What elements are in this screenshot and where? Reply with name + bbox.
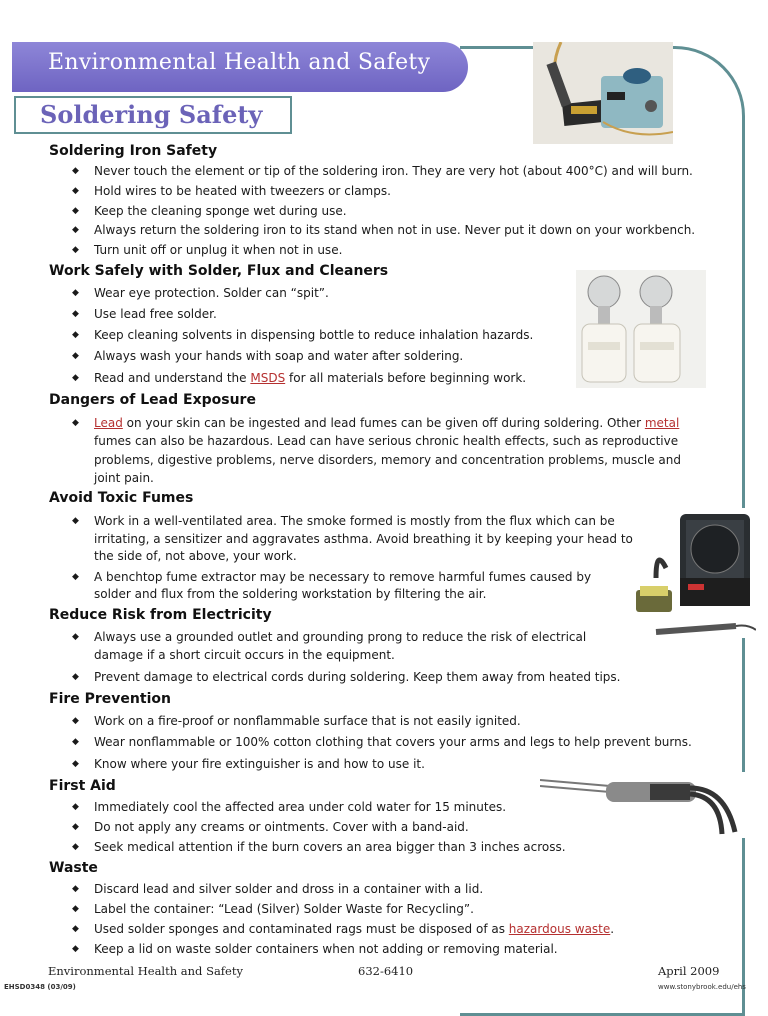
- diamond-bullet-icon: ◆: [72, 802, 79, 812]
- diamond-bullet-icon: ◆: [72, 351, 79, 361]
- heading-lead-exposure: Dangers of Lead Exposure: [49, 392, 256, 408]
- heading-soldering-iron-safety: Soldering Iron Safety: [49, 143, 218, 159]
- fume-extractor-image: [636, 508, 756, 638]
- diamond-bullet-icon: ◆: [72, 632, 79, 642]
- diamond-bullet-icon: ◆: [72, 822, 79, 832]
- msds-link[interactable]: MSDS: [250, 371, 286, 385]
- metal-link[interactable]: metal: [644, 416, 680, 430]
- diamond-bullet-icon: ◆: [72, 924, 79, 934]
- diamond-bullet-icon: ◆: [72, 288, 79, 298]
- heading-electricity: Reduce Risk from Electricity: [49, 607, 272, 623]
- soldering-station-image: [533, 42, 673, 144]
- heading-waste: Waste: [49, 860, 98, 876]
- diamond-bullet-icon: ◆: [72, 944, 79, 954]
- diamond-bullet-icon: ◆: [72, 716, 79, 726]
- diamond-bullet-icon: ◆: [72, 737, 79, 747]
- diamond-bullet-icon: ◆: [72, 759, 79, 769]
- diamond-bullet-icon: ◆: [72, 309, 79, 319]
- hazardous-waste-link[interactable]: hazardous waste: [508, 922, 611, 936]
- diamond-bullet-icon: ◆: [72, 672, 79, 682]
- hot-tweezers-image: [540, 772, 755, 838]
- banner-title: Environmental Health and Safety: [48, 50, 431, 75]
- diamond-bullet-icon: ◆: [72, 373, 79, 383]
- diamond-bullet-icon: ◆: [72, 245, 79, 255]
- diamond-bullet-icon: ◆: [72, 330, 79, 340]
- lead-link[interactable]: Lead: [94, 416, 123, 430]
- footer-date: April 2009: [658, 964, 720, 978]
- diamond-bullet-icon: ◆: [72, 186, 79, 196]
- diamond-bullet-icon: ◆: [72, 206, 79, 216]
- dispensing-bottles-image: [576, 270, 706, 388]
- diamond-bullet-icon: ◆: [72, 418, 79, 428]
- diamond-bullet-icon: ◆: [72, 572, 79, 582]
- diamond-bullet-icon: ◆: [72, 516, 79, 526]
- footer-phone: 632-6410: [358, 964, 414, 978]
- heading-solder-flux-cleaners: Work Safely with Solder, Flux and Cleaners: [49, 263, 389, 279]
- heading-toxic-fumes: Avoid Toxic Fumes: [49, 490, 194, 506]
- heading-first-aid: First Aid: [49, 778, 116, 794]
- diamond-bullet-icon: ◆: [72, 842, 79, 852]
- page-title: Soldering Safety: [40, 100, 263, 129]
- diamond-bullet-icon: ◆: [72, 166, 79, 176]
- heading-fire-prevention: Fire Prevention: [49, 691, 171, 707]
- diamond-bullet-icon: ◆: [72, 884, 79, 894]
- footer-org: Environmental Health and Safety: [48, 964, 243, 978]
- diamond-bullet-icon: ◆: [72, 904, 79, 914]
- footer-url[interactable]: www.stonybrook.edu/ehs: [658, 983, 746, 991]
- footer-doc-code: EHSD0348 (03/09): [4, 983, 76, 991]
- diamond-bullet-icon: ◆: [72, 225, 79, 235]
